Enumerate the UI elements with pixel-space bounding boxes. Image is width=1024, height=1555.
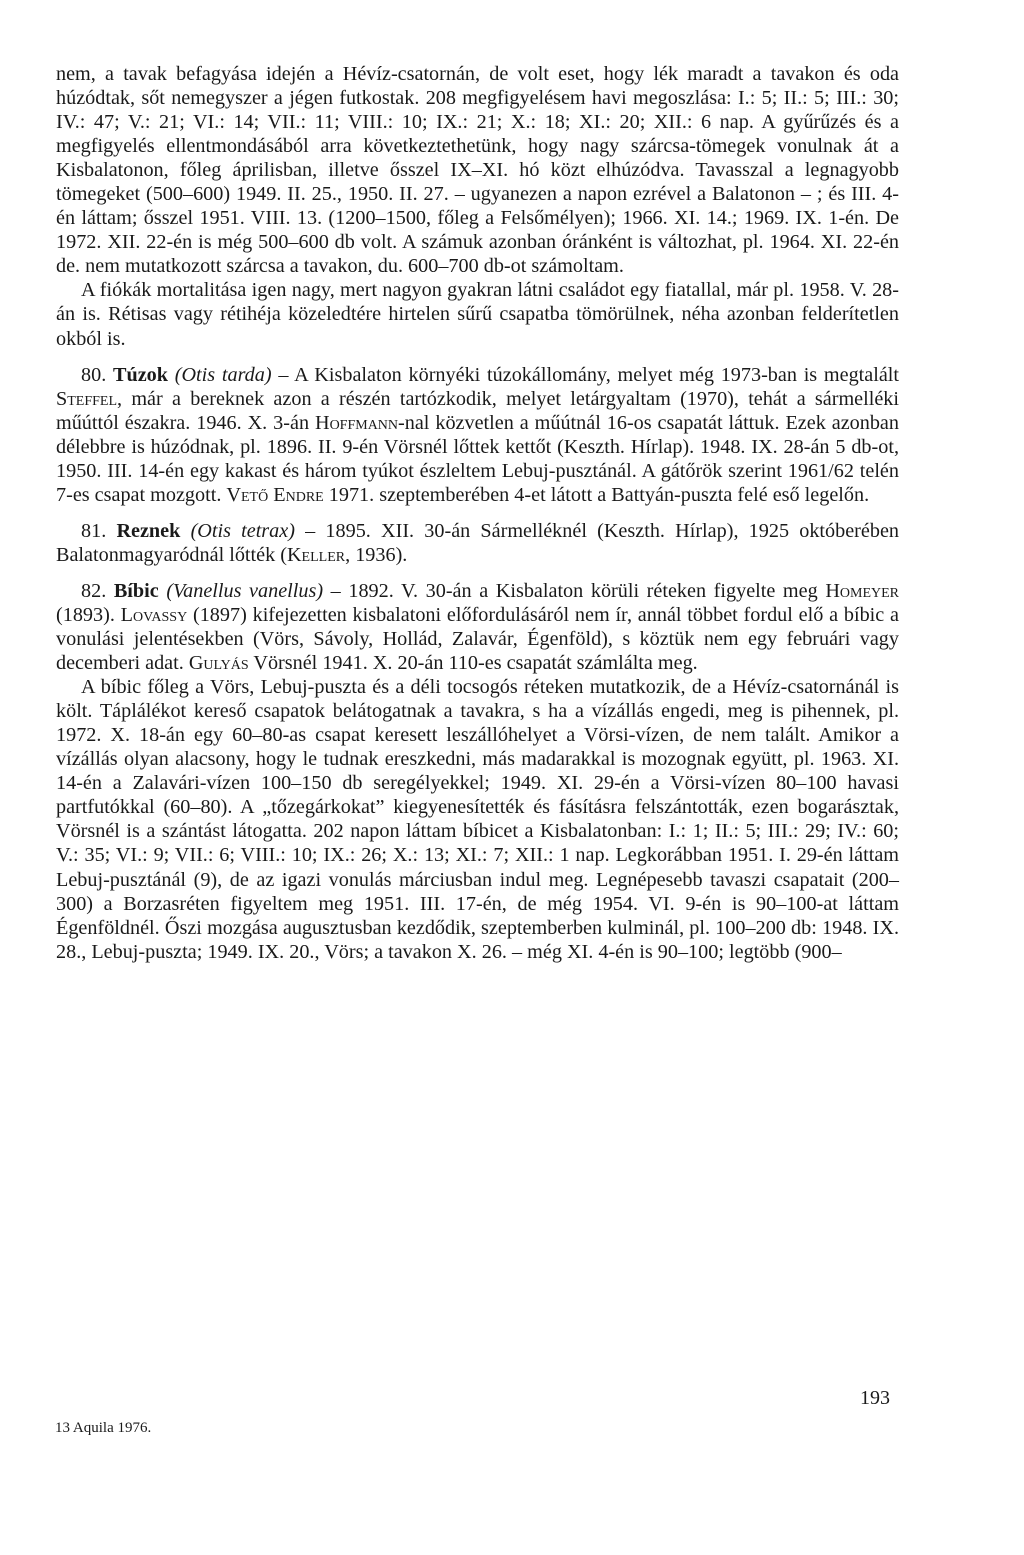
species-entry-82 (56, 579, 899, 675)
entry-text: – A Kisbalaton környéki túzokállomány, melyet még 1973-ban is megtalált (271, 363, 900, 386)
species-name: Reznek (116, 519, 181, 542)
entry-text: (1897) kifejezetten kisbalatoni előfordulásáról nem ír, annál többet fordul elő a bíbic a vonulási jelentésekben (Vörs, Sávoly, Hollád, Zalavár, Égenföld), s köztük nem egy februári vagy decemberi adat. (56, 603, 899, 675)
author-name: Steffel (56, 387, 118, 410)
author-name: Vető Endre (226, 483, 324, 506)
species-number: 82. (81, 579, 107, 602)
page-number: 193 (860, 1387, 890, 1409)
author-name: Keller (286, 543, 346, 566)
species-name: Túzok (113, 363, 168, 386)
species-entry-81 (56, 519, 899, 567)
species-latin-name: (Vanellus vanellus) (166, 579, 324, 602)
author-name: Gulyás (188, 652, 249, 675)
species-name: Bíbic (113, 579, 159, 602)
entry-text: – 1892. V. 30-án a Kisbalaton körüli réteken figyelte meg (323, 579, 826, 602)
entry-text: -nal közvetlen a műútnál 16-os csapatát láttuk. Ezek azonban délebbre is húzódnak, pl. 1896. II. 9-én Vörsnél lőttek kettőt (Keszth. Hírlap). 1948. IX. 28-án 5 db-ot, 1950. III. 14-én egy kakast és három tyúkot észleltem Lebuj-pusztánál. A gátőrök szerint 1961/62 telén 7-es csapat mozgott. (56, 411, 899, 506)
paragraph-coot-continued: nem, a tavak befagyása idején a Hévíz-csatornán, de volt eset, hogy lék maradt a tavakon és oda húzódtak, sőt nemegyszer a jégen futkostak. 208 megfigyelésem havi megoszlása: I.: 5; II.: 5; III.: 30; IV.: 47; V.: 21; VI.: 14; VII.: 11; VIII.: 10; IX.: 21; X.: 18; XI.: 20; XII.: 6 nap. A gyűrűzés és a megfigyelés ellentmondásából arra következtethetünk, hogy nagy szárcsa-tömegek vonulnak át a Kisbalatonon, főleg áprilisban, illetve ősszel IX–XI. hó közt elhúzódva. Tavasszal a legnagyobb tömegeket (500–600) 1949. II. 25., 1950. II. 27. – ugyanezen a napon ezrével a Balatonon – ; és III. 4-én láttam; ősszel 1951. VIII. 13. (1200–1500, főleg a Felsőmélyen); 1966. XI. 14.; 1969. IX. 1-én. De 1972. XII. 22-én is még 500–600 db volt. A számuk azonban óránként is változhat, pl. 1964. XI. 22-én de. nem mutatkozott szárcsa a tavakon, du. 600–700 db-ot számoltam. (56, 63, 899, 278)
paragraph-coot-mortality: A fiókák mortalitása igen nagy, mert nagyon gyakran látni családot egy fiatallal, már pl. 1958. V. 28-án is. Rétisas vagy rétihéja közeledtére hirtelen sűrű csapatba tömörülnek, néha azonban felderítetlen okból is. (56, 279, 899, 350)
entry-text: 1971. szeptemberében 4-et látott a Battyán-puszta felé eső legelőn. (323, 483, 870, 506)
species-entry-80 (56, 363, 899, 507)
author-name: Homeyer (825, 579, 900, 602)
entry-text: – 1895. XII. 30-án Sármelléknél (Keszth. Hírlap), 1925 októberében Balatonmagyaródnál lőtték ( (56, 519, 900, 566)
entry-text: (1893). (56, 603, 121, 626)
author-name: Lovassy (120, 603, 188, 626)
species-latin-name: (Otis tetrax) (190, 519, 295, 542)
document-page (56, 62, 899, 964)
entry-text: Vörsnél 1941. X. 20-án 110-es csapatát számlálta meg. (248, 652, 698, 675)
species-number: 81. (81, 519, 107, 542)
entry-text: , már a bereknek azon a részén tartózkodik, melyet letárgyaltam (1970), tehát a sármelléki műúttól északra. 1946. X. 3-án (56, 387, 899, 434)
species-latin-name: (Otis tarda) (174, 363, 272, 386)
entry-text: , 1936). (345, 543, 408, 566)
author-name: Hoffmann (314, 411, 399, 434)
signature-mark: 13 Aquila 1976. (55, 1420, 152, 1436)
species-number: 80. (81, 363, 107, 386)
paragraph-lapwing-details: A bíbic főleg a Vörs, Lebuj-puszta és a déli tocsogós réteken mutatkozik, de a Hévíz-csatornánál is költ. Táplálékot kereső csapatok belátogatnak a tavakra, s ha a vízállás engedi, meg is pihennek, pl. 1972. X. 18-án egy 60–80-as csapat keresett leszállóhelyet a Vörsi-vízen, de nem talált. Amikor a vízállás olyan alacsony, hogy le tudnak ereszkedni, más madarakkal is mozognak együtt, pl. 1963. XI. 14-én a Zalavári-vízen 100–150 db seregélyekkel; 1949. XI. 29-én a Vörsi-vízen 80–100 havasi partfutókkal (60–80). A „tőzegárkokat” kiegyenesítették és fásításra felszántották, ezen bogarásztak, Vörsnél is a szántást látogatta. 202 napon láttam bíbicet a Kisbalatonban: I.: 1; II.: 5; III.: 29; IV.: 60; V.: 35; VI.: 9; VII.: 6; VIII.: 10; IX.: 26; X.: 13; XI.: 7; XII.: 1 nap. Legkorábban 1951. I. 29-én láttam Lebuj-pusztánál (9), de az igazi vonulás márciusban indul meg. Legnépesebb tavaszi csapatait (200–300) a Borzasréten figyeltem meg 1951. III. 17-én, de még 1954. VI. 9-én is 90–100-at láttam Égenföldnél. Őszi mozgása augusztusban kezdődik, szeptemberben kulminál, pl. 100–200 db: 1948. IX. 28., Lebuj-puszta; 1949. IX. 20., Vörs; a tavakon X. 26. – még XI. 4-én is 90–100; legtöbb (900– (56, 676, 899, 963)
